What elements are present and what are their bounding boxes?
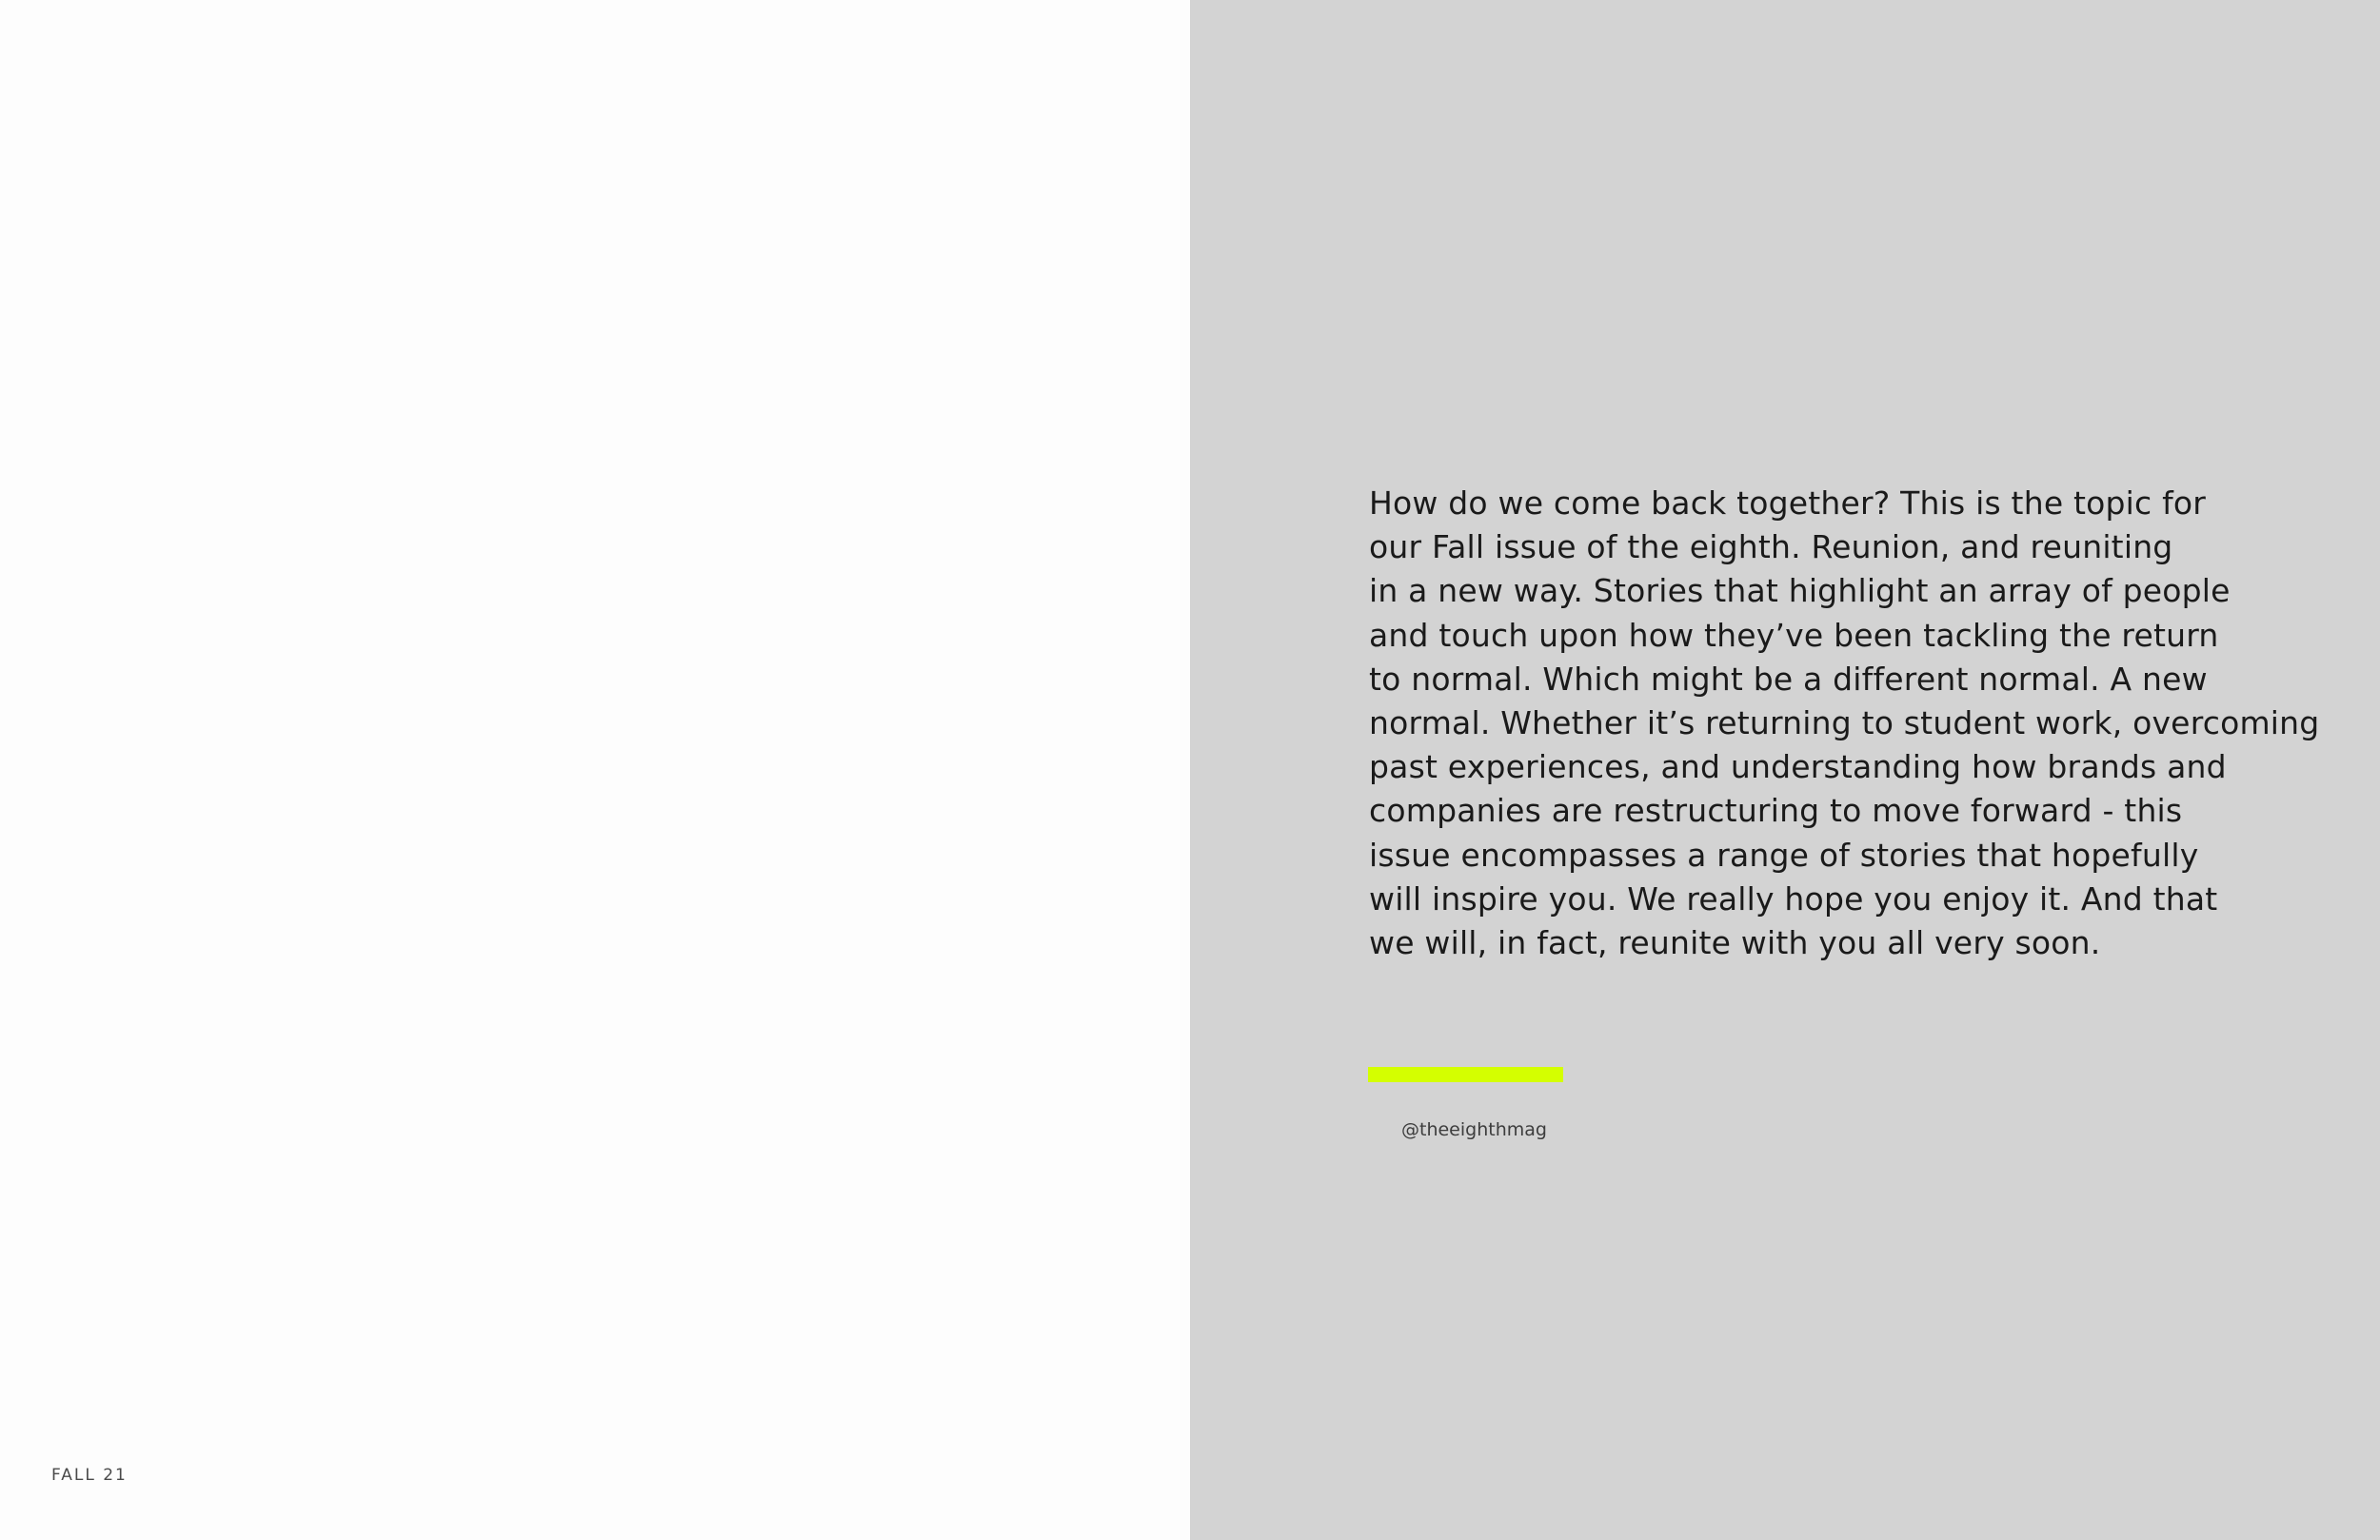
folio-label: FALL 21: [51, 1466, 128, 1485]
intro-line: we will, in fact, reunite with you all very soon.: [1369, 924, 2101, 962]
accent-bar: [1368, 1067, 1563, 1082]
intro-line: to normal. Which might be a different normal. A new: [1369, 660, 2208, 698]
intro-line: companies are restructuring to move forward - this: [1369, 792, 2183, 830]
right-page: [1190, 0, 2380, 1540]
intro-line: our Fall issue of the eighth. Reunion, and reuniting: [1369, 528, 2173, 566]
intro-line: How do we come back together? This is the topic for: [1369, 484, 2207, 522]
editorial-intro-text: [1369, 482, 2320, 965]
intro-line: issue encompasses a range of stories that hopefully: [1369, 836, 2199, 874]
intro-line: and touch upon how they’ve been tackling the return: [1369, 616, 2219, 654]
intro-line: in a new way. Stories that highlight an array of people: [1369, 572, 2231, 610]
social-handle: @theeighthmag: [1401, 1119, 1547, 1140]
intro-line: past experiences, and understanding how brands and: [1369, 748, 2227, 786]
intro-line: will inspire you. We really hope you enjoy it. And that: [1369, 879, 2218, 918]
intro-line: normal. Whether it’s returning to student work, overcoming: [1369, 704, 2320, 742]
